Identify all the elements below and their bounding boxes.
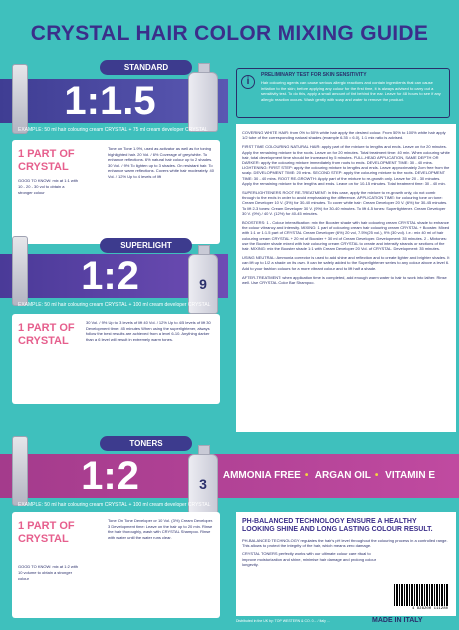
developer-number: 3 bbox=[199, 476, 207, 492]
instruction-paragraph: AFTER-TREATMENT: when application time is completed, add enough warm water to hair to work into lather. Rinse well. Use CRYSTAL Color Bar Shampoo. bbox=[242, 274, 447, 286]
part-label-superlight: 1 PART OF CRYSTAL bbox=[18, 322, 75, 347]
feature-ammonia-free: AMMONIA FREE bbox=[222, 470, 301, 481]
barcode-image bbox=[394, 584, 448, 606]
section-pill-toners: TONERS bbox=[100, 436, 192, 451]
card-text-superlight: 30 Vol. / 9% Up to 3 levels of lift 40 Vol. / 12% Up to 4/5 levels of lift 30 Development time: 45 minutes When using the superlightener, always follow the best results are achieved from a level 6-10. Anything darker than a 6 level will result in extremely warm tones. bbox=[86, 320, 211, 342]
example-standard: EXAMPLE: 50 ml hair colouring cream CRYSTAL + 75 ml cream developer CRYSTAL bbox=[18, 127, 208, 133]
page-title: CRYSTAL HAIR COLOR MIXING GUIDE bbox=[30, 22, 429, 45]
warning-body: Hair colouring agents can cause serious allergic reactions and contain ingredients that can cause irritation to the skin; before applying any colour for the first time, it is always advised to carry out a sensitivity test. To do this, apply a small amount of tint behind the ear. Leave for 48 hours to see if any allergic reaction occurs. Wash gently with soap and water to remove the product. bbox=[261, 80, 441, 102]
ratio-superlight: 1:2 bbox=[81, 254, 139, 298]
toners-features: AMMONIA FREE • ARGAN OIL • VITAMIN E bbox=[222, 470, 435, 481]
feature-argan-oil: ARGAN OIL bbox=[314, 470, 371, 481]
made-in-italy: MADE IN ITALY bbox=[372, 617, 423, 624]
ph-paragraph: CRYSTAL TONERS perfectly works with our ultimate colour care ritual to improve moisturization and shine, minimise hair damage and prolong colour longevity. bbox=[242, 551, 377, 567]
color-tube-image bbox=[12, 436, 28, 506]
info-icon: i bbox=[241, 75, 255, 89]
barcode-number: 4 828200 111280 bbox=[411, 607, 448, 611]
warning-title: PRELIMINARY TEST FOR SKIN SENSITIVITY bbox=[261, 72, 367, 78]
ph-heading: PH-BALANCED TECHNOLOGY ENSURE A HEALTHY LOOKING SHINE AND LONG LASTING COLOUR RESULT. bbox=[242, 518, 433, 533]
instruction-paragraph: SUPERLIGHTENERS ROOT RE-TREATMENT: in this case, apply the mixture to re-growth only, do not comb through to the ends in order to avoid emphasizing the difference. APPLICATION TIME: for colouring tone on tone: Cream Developer 10 V. (3%) for 30-40 minutes. To cover white hair: Cream Developer 20 V. (6%) for 30-45 minutes. To lift 2-3 tones: Cream Developer 30 V. (9%) for 30-40 minutes. To lift 4-5 tones: Superlightener. Cream Developer 30 V. (9%) / 40 V. (12%) for 40-45 minutes. bbox=[242, 190, 448, 216]
section-pill-standard: STANDARD bbox=[100, 60, 192, 75]
part-label-standard: 1 PART OF CRYSTAL bbox=[18, 148, 75, 173]
part-label-toners: 1 PART OF CRYSTAL bbox=[18, 520, 75, 545]
feature-vitamin-e: VITAMIN E bbox=[385, 470, 435, 481]
section-pill-superlight: SUPERLIGHT bbox=[100, 238, 192, 253]
color-tube-image bbox=[12, 236, 28, 306]
mixing-card-standard bbox=[12, 140, 220, 244]
instruction-paragraph: FIRST TIME COLOURING NATURAL HAIR: apply part of the mixture to lengths and ends. Leave on for 20 minutes. Apply the remaining mixture to the roots. Leave on for 20 minutes. Total treatment time: 40 min. When colouring white hair, total development time should be increased by 5 minutes. FULL-HEAD APPLICATION, SAME DEPTH OR DARKER: apply the colouring mixture immediately from roots to ends. DEVELOPMENT TIME: 30 - 40 mins. LIGHTENING: FIRST STEP: apply the colouring mixture to lengths and ends. Leave approximately 2cm free from the scalp. DEVELOPMENT TIME: 20 mins. SECOND STEP: apply the colouring mixture to the roots. DEVELOPMENT TIME: 30 - 40 mins. ROOT RE-GROWTH: Apply part of the mixture to re-growth only. Leave for 20 - 30 minutes. Apply the remaining mixture to the lengths and ends. Leave on for 10-15 minutes. Total treatment time: 30 - 40 min. bbox=[242, 144, 450, 186]
ratio-standard: 1:1.5 bbox=[64, 79, 156, 123]
card-text-toners: Tone On Tone Developer or 10 Vol. (3%) Cream Developer. 3 Development time: Leave on the hair up to 20 min. Rinse the hair thoroughly, wash with CRYSTAL Shampoo. Rinse with water until the water runs clear. bbox=[108, 518, 214, 540]
instruction-paragraph: USING NEUTRAL: Ammonia corrector is used to add shine and reflection and to create lighter and brighter shades. It can lift up to 1/2 a shade on its own. It can be safely added to the Superlightener series to any colour above a level 6. Add to your fashion colours for a more vibrant colour and to lift half a shade. bbox=[242, 255, 450, 271]
example-toners: EXAMPLE: 50 ml hair colouring cream CRYSTAL + 100 ml cream developer CRYSTAL bbox=[18, 502, 211, 508]
developer-number: 9 bbox=[199, 276, 207, 292]
sensitivity-warning bbox=[236, 68, 450, 118]
ratio-banner-toners bbox=[0, 454, 459, 498]
instruction-paragraph: COVERING WHITE HAIR: from 0% to 50% white hair apply the desired colour. From 50% to 100% white hair apply 1/2 tube of the corresponding natural shades (example 6.35 = 6.0), 1:1 mix ratio is advised. bbox=[242, 130, 446, 141]
card-text-standard: Tone on Tone 1.9%, used as activator as well as for toning highlighted hair. 20 Vol. / 6% Coverage of grey/white. To enhance reflections. 6% natural hair colour up to 2 shades. 30 Vol. / 9% To lighten up to 3 shades. On resistant hair. To enhance warm reflections. Covers white hair moderately. 40 Vol. / 12% Up to 4 levels of lift bbox=[108, 146, 214, 179]
example-superlight: EXAMPLE: 50 ml hair colouring cream CRYSTAL + 100 ml cream developer CRYSTAL bbox=[18, 302, 211, 308]
ratio-toners: 1:2 bbox=[81, 454, 139, 498]
developer-bottle-image bbox=[188, 72, 218, 132]
instruction-paragraph: BOOSTERS: 1 - Colour intensification: mix the Booster shade with hair colouring cream CRYSTAL shade to enhance the colour vibrancy and intensity. MIXING: 1 part of colouring cream hair colouring cream CRYSTAL + Booster. Mixed with 1:1 or 1:1.5 part of CRYSTAL Cream Developer (6%) 20 vol, 7.5%(25 vol.), 9% (30 vol). I.e.: mix 40 ml of hair colouring cream CRYSTAL + 20 ml of Booster + 30 ml of Cream Developer. Development: 35 minutes. 2 - Mixtones: use the Booster shade mixed with hair colouring cream CRYSTAL to create and intensify strands or sections of the hair. MIXING: mix the Booster shade 1:1 with Cream Developer 20 Vol. of CRYSTAL. Development: 35 minutes. bbox=[242, 220, 450, 252]
good-to-know-toners: GOOD TO KNOW: mix at 1:2 with 10 volume to obtain a stronger colour bbox=[18, 564, 79, 581]
color-tube-image bbox=[12, 64, 28, 134]
footer-distribution: Distributed in the UK by: TOP WESTERN & CO. 0... / Italy ... bbox=[236, 619, 330, 623]
ph-paragraph: PH-BALANCED TECHNOLOGY regulates the hair's pH level throughout the colouring process in a controlled range. This allows to protect the integrity of the hair, which means zero damage. bbox=[242, 538, 448, 549]
ph-balanced-panel bbox=[236, 512, 456, 616]
good-to-know-standard: GOOD TO KNOW: mix at 1:1 with 10 - 20 - 30 vol to obtain a stronger colour bbox=[18, 178, 79, 195]
mixing-card-toners bbox=[12, 512, 220, 618]
mixing-card-superlight bbox=[12, 314, 220, 404]
instructions-panel bbox=[236, 124, 456, 432]
